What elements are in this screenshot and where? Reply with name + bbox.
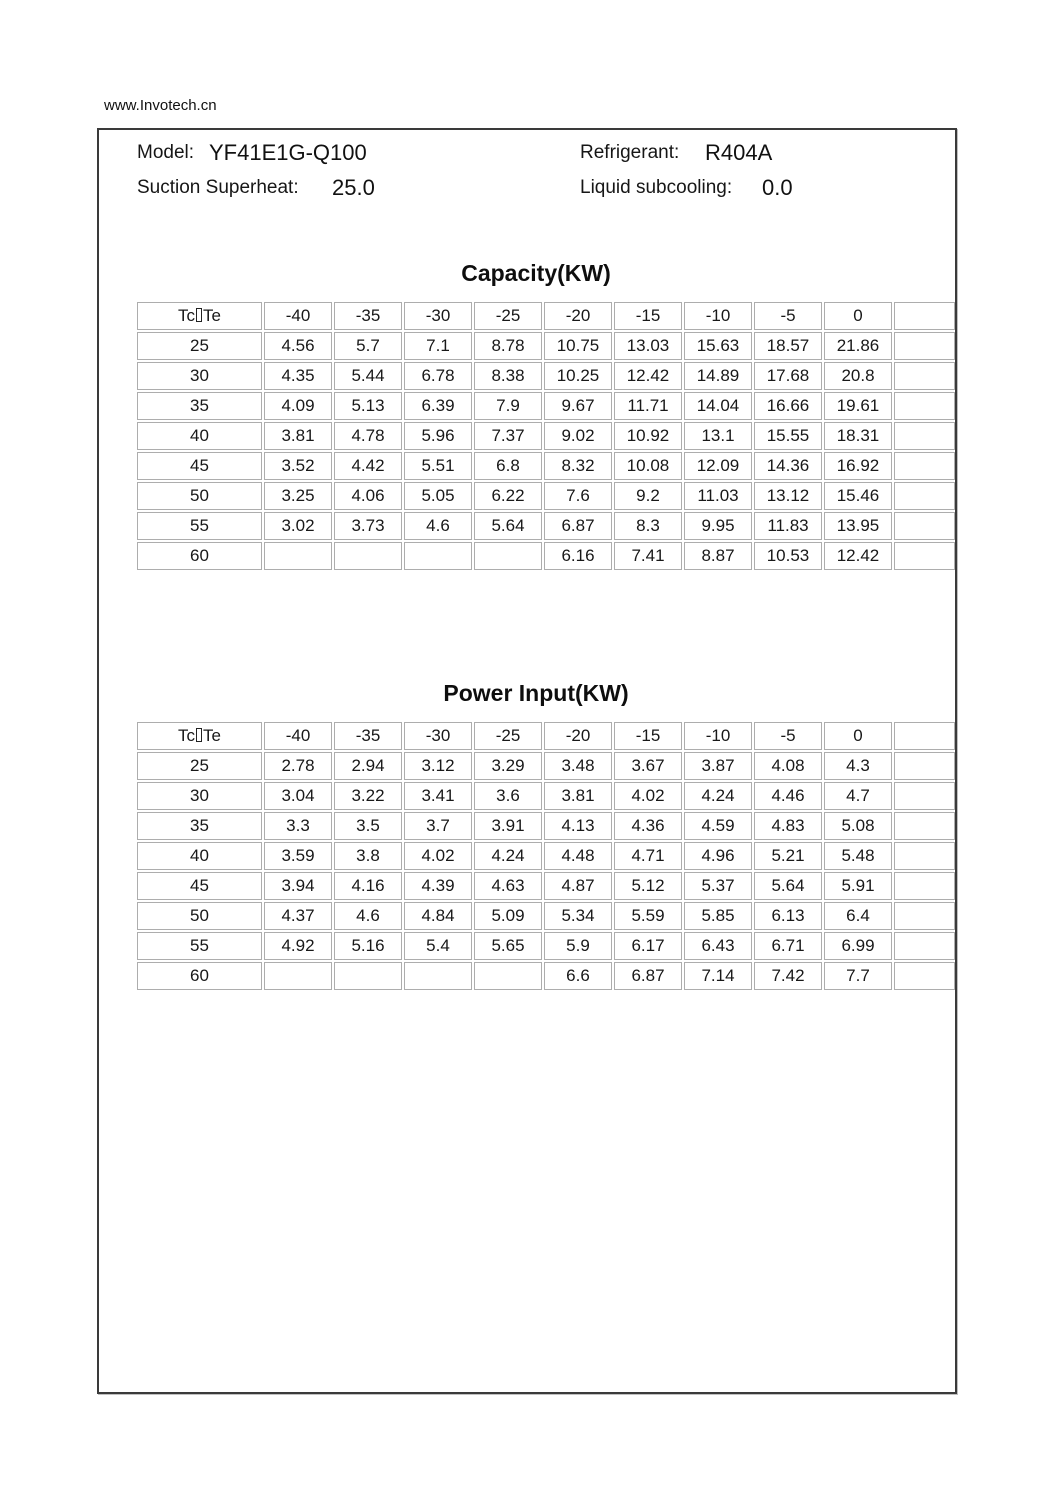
value-cell: 6.16: [544, 542, 612, 570]
table-row: [137, 512, 955, 540]
value-cell: 4.24: [684, 782, 752, 810]
table-header-row: [137, 722, 955, 750]
col-header: -20: [544, 722, 612, 750]
value-cell: 4.37: [264, 902, 332, 930]
col-header: -15: [614, 302, 682, 330]
value-cell: 7.9: [474, 392, 542, 420]
col-header: -30: [404, 302, 472, 330]
value-cell: [894, 452, 955, 480]
value-cell: 10.75: [544, 332, 612, 360]
value-cell: 4.3: [824, 752, 892, 780]
col-header: 0: [824, 302, 892, 330]
missing-glyph-icon: [196, 728, 202, 742]
value-cell: 5.16: [334, 932, 402, 960]
corner-tc-label: Tc: [178, 726, 196, 745]
table-row: [137, 362, 955, 390]
power-input-title: Power Input(KW): [443, 680, 629, 706]
row-header-cell: 50: [137, 482, 262, 510]
value-cell: 8.38: [474, 362, 542, 390]
value-cell: 18.31: [824, 422, 892, 450]
value-cell: 6.99: [824, 932, 892, 960]
value-cell: 7.7: [824, 962, 892, 990]
value-cell: 4.92: [264, 932, 332, 960]
value-cell: 6.17: [614, 932, 682, 960]
value-cell: 13.95: [824, 512, 892, 540]
value-cell: 13.12: [754, 482, 822, 510]
table-row: [137, 932, 955, 960]
value-cell: 5.37: [684, 872, 752, 900]
value-cell: [894, 932, 955, 960]
value-cell: 12.42: [824, 542, 892, 570]
value-cell: 9.2: [614, 482, 682, 510]
value-cell: 4.39: [404, 872, 472, 900]
value-cell: 4.84: [404, 902, 472, 930]
value-cell: 10.53: [754, 542, 822, 570]
value-cell: 18.57: [754, 332, 822, 360]
row-header-cell: 55: [137, 512, 262, 540]
value-cell: 21.86: [824, 332, 892, 360]
row-header-cell: 60: [137, 542, 262, 570]
value-cell: 14.36: [754, 452, 822, 480]
row-header-cell: 60: [137, 962, 262, 990]
col-header-empty: [894, 722, 955, 750]
value-cell: 3.81: [264, 422, 332, 450]
col-header: -15: [614, 722, 682, 750]
value-cell: 7.6: [544, 482, 612, 510]
value-cell: 3.22: [334, 782, 402, 810]
value-cell: 9.95: [684, 512, 752, 540]
value-cell: 7.14: [684, 962, 752, 990]
info-line-2: [99, 174, 955, 206]
value-cell: 11.03: [684, 482, 752, 510]
col-header: -10: [684, 722, 752, 750]
suction-superheat-value: 25.0: [332, 175, 375, 200]
value-cell: 6.13: [754, 902, 822, 930]
row-header-cell: 45: [137, 872, 262, 900]
value-cell: 3.48: [544, 752, 612, 780]
value-cell: 16.92: [824, 452, 892, 480]
value-cell: [474, 542, 542, 570]
value-cell: 13.03: [614, 332, 682, 360]
value-cell: [264, 542, 332, 570]
value-cell: 4.16: [334, 872, 402, 900]
value-cell: 5.64: [474, 512, 542, 540]
col-header: -25: [474, 302, 542, 330]
value-cell: [894, 512, 955, 540]
row-header-cell: 55: [137, 932, 262, 960]
value-cell: 6.87: [544, 512, 612, 540]
value-cell: 3.7: [404, 812, 472, 840]
value-cell: 7.41: [614, 542, 682, 570]
info-line-1: [99, 139, 955, 171]
value-cell: 6.4: [824, 902, 892, 930]
value-cell: 6.43: [684, 932, 752, 960]
value-cell: [894, 422, 955, 450]
model-value: YF41E1G-Q100: [209, 140, 367, 165]
table-row: [137, 752, 955, 780]
value-cell: 4.36: [614, 812, 682, 840]
table-row: [137, 482, 955, 510]
model-label: Model:: [137, 142, 195, 163]
value-cell: 6.87: [614, 962, 682, 990]
value-cell: 5.05: [404, 482, 472, 510]
col-header-empty: [894, 302, 955, 330]
value-cell: 8.3: [614, 512, 682, 540]
value-cell: 5.08: [824, 812, 892, 840]
row-header-cell: 45: [137, 452, 262, 480]
value-cell: 5.9: [544, 932, 612, 960]
value-cell: 4.46: [754, 782, 822, 810]
value-cell: 19.61: [824, 392, 892, 420]
value-cell: 3.04: [264, 782, 332, 810]
value-cell: 8.78: [474, 332, 542, 360]
value-cell: 4.63: [474, 872, 542, 900]
liquid-subcooling-value: 0.0: [762, 175, 793, 200]
value-cell: 6.71: [754, 932, 822, 960]
table-row: [137, 902, 955, 930]
value-cell: [404, 542, 472, 570]
value-cell: 4.42: [334, 452, 402, 480]
table-row: [137, 332, 955, 360]
table-row: [137, 872, 955, 900]
value-cell: 3.6: [474, 782, 542, 810]
datasheet-frame: [97, 128, 957, 1394]
capacity-table: [135, 300, 957, 572]
value-cell: 4.59: [684, 812, 752, 840]
corner-cell: [137, 302, 262, 330]
corner-te-label: Te: [203, 726, 221, 745]
table-header-row: [137, 302, 955, 330]
col-header: -20: [544, 302, 612, 330]
value-cell: 17.68: [754, 362, 822, 390]
value-cell: 3.29: [474, 752, 542, 780]
value-cell: 3.59: [264, 842, 332, 870]
row-header-cell: 35: [137, 812, 262, 840]
value-cell: 5.59: [614, 902, 682, 930]
col-header: -35: [334, 302, 402, 330]
value-cell: [894, 842, 955, 870]
value-cell: 4.6: [404, 512, 472, 540]
value-cell: 5.4: [404, 932, 472, 960]
value-cell: [334, 542, 402, 570]
value-cell: 12.09: [684, 452, 752, 480]
value-cell: 5.21: [754, 842, 822, 870]
row-header-cell: 25: [137, 752, 262, 780]
value-cell: 8.32: [544, 452, 612, 480]
value-cell: 3.52: [264, 452, 332, 480]
col-header: -5: [754, 722, 822, 750]
value-cell: [894, 752, 955, 780]
value-cell: 3.87: [684, 752, 752, 780]
row-header-cell: 25: [137, 332, 262, 360]
col-header: -30: [404, 722, 472, 750]
value-cell: 3.67: [614, 752, 682, 780]
value-cell: 9.67: [544, 392, 612, 420]
value-cell: 4.02: [614, 782, 682, 810]
suction-superheat-label: Suction Superheat:: [137, 177, 299, 198]
value-cell: 5.85: [684, 902, 752, 930]
corner-cell: [137, 722, 262, 750]
value-cell: [894, 962, 955, 990]
value-cell: 5.48: [824, 842, 892, 870]
table-row: [137, 422, 955, 450]
value-cell: 3.25: [264, 482, 332, 510]
col-header: -5: [754, 302, 822, 330]
col-header: -35: [334, 722, 402, 750]
value-cell: 3.94: [264, 872, 332, 900]
value-cell: 15.63: [684, 332, 752, 360]
value-cell: 20.8: [824, 362, 892, 390]
value-cell: 5.09: [474, 902, 542, 930]
value-cell: 2.78: [264, 752, 332, 780]
value-cell: 4.35: [264, 362, 332, 390]
capacity-title: Capacity(KW): [461, 260, 611, 286]
value-cell: 3.91: [474, 812, 542, 840]
value-cell: [894, 332, 955, 360]
value-cell: 7.42: [754, 962, 822, 990]
value-cell: 3.02: [264, 512, 332, 540]
row-header-cell: 40: [137, 422, 262, 450]
value-cell: 4.48: [544, 842, 612, 870]
value-cell: [264, 962, 332, 990]
value-cell: 2.94: [334, 752, 402, 780]
table-row: [137, 392, 955, 420]
value-cell: 4.08: [754, 752, 822, 780]
value-cell: 3.41: [404, 782, 472, 810]
table-row: [137, 542, 955, 570]
value-cell: 15.46: [824, 482, 892, 510]
row-header-cell: 30: [137, 362, 262, 390]
value-cell: 4.71: [614, 842, 682, 870]
value-cell: [894, 902, 955, 930]
value-cell: 10.25: [544, 362, 612, 390]
value-cell: 4.6: [334, 902, 402, 930]
value-cell: 6.8: [474, 452, 542, 480]
value-cell: 4.13: [544, 812, 612, 840]
table-row: [137, 812, 955, 840]
row-header-cell: 40: [137, 842, 262, 870]
table-row: [137, 962, 955, 990]
value-cell: [894, 392, 955, 420]
value-cell: 4.09: [264, 392, 332, 420]
value-cell: 3.73: [334, 512, 402, 540]
value-cell: [894, 872, 955, 900]
value-cell: [404, 962, 472, 990]
value-cell: 3.8: [334, 842, 402, 870]
value-cell: 4.83: [754, 812, 822, 840]
value-cell: 5.51: [404, 452, 472, 480]
value-cell: 5.12: [614, 872, 682, 900]
value-cell: 7.1: [404, 332, 472, 360]
col-header: -40: [264, 722, 332, 750]
value-cell: 14.89: [684, 362, 752, 390]
value-cell: 10.08: [614, 452, 682, 480]
corner-te-label: Te: [203, 306, 221, 325]
value-cell: 4.56: [264, 332, 332, 360]
value-cell: [474, 962, 542, 990]
value-cell: 11.71: [614, 392, 682, 420]
value-cell: 11.83: [754, 512, 822, 540]
refrigerant-label: Refrigerant:: [580, 142, 680, 163]
value-cell: 5.34: [544, 902, 612, 930]
site-url: www.Invotech.cn: [104, 97, 217, 114]
value-cell: 5.96: [404, 422, 472, 450]
col-header: -40: [264, 302, 332, 330]
value-cell: 9.02: [544, 422, 612, 450]
row-header-cell: 35: [137, 392, 262, 420]
value-cell: [894, 542, 955, 570]
value-cell: 8.87: [684, 542, 752, 570]
missing-glyph-icon: [196, 308, 202, 322]
value-cell: 6.39: [404, 392, 472, 420]
value-cell: [894, 482, 955, 510]
row-header-cell: 30: [137, 782, 262, 810]
table-row: [137, 452, 955, 480]
value-cell: 5.65: [474, 932, 542, 960]
value-cell: [894, 782, 955, 810]
col-header: -10: [684, 302, 752, 330]
value-cell: [334, 962, 402, 990]
refrigerant-value: R404A: [705, 140, 773, 165]
corner-tc-label: Tc: [178, 306, 196, 325]
value-cell: 7.37: [474, 422, 542, 450]
value-cell: 4.24: [474, 842, 542, 870]
value-cell: 3.5: [334, 812, 402, 840]
value-cell: 16.66: [754, 392, 822, 420]
row-header-cell: 50: [137, 902, 262, 930]
value-cell: 10.92: [614, 422, 682, 450]
value-cell: [894, 812, 955, 840]
value-cell: 5.44: [334, 362, 402, 390]
col-header: -25: [474, 722, 542, 750]
value-cell: 4.7: [824, 782, 892, 810]
value-cell: 5.64: [754, 872, 822, 900]
value-cell: 4.87: [544, 872, 612, 900]
value-cell: 6.22: [474, 482, 542, 510]
value-cell: 3.12: [404, 752, 472, 780]
value-cell: 5.7: [334, 332, 402, 360]
value-cell: 13.1: [684, 422, 752, 450]
value-cell: 4.78: [334, 422, 402, 450]
liquid-subcooling-label: Liquid subcooling:: [580, 177, 733, 198]
power-input-table: [135, 720, 957, 992]
value-cell: 12.42: [614, 362, 682, 390]
table-row: [137, 782, 955, 810]
value-cell: 4.02: [404, 842, 472, 870]
value-cell: 5.13: [334, 392, 402, 420]
col-header: 0: [824, 722, 892, 750]
value-cell: 6.6: [544, 962, 612, 990]
value-cell: 5.91: [824, 872, 892, 900]
value-cell: 6.78: [404, 362, 472, 390]
value-cell: [894, 362, 955, 390]
value-cell: 4.06: [334, 482, 402, 510]
table-row: [137, 842, 955, 870]
value-cell: 3.81: [544, 782, 612, 810]
value-cell: 15.55: [754, 422, 822, 450]
value-cell: 4.96: [684, 842, 752, 870]
value-cell: 3.3: [264, 812, 332, 840]
value-cell: 14.04: [684, 392, 752, 420]
